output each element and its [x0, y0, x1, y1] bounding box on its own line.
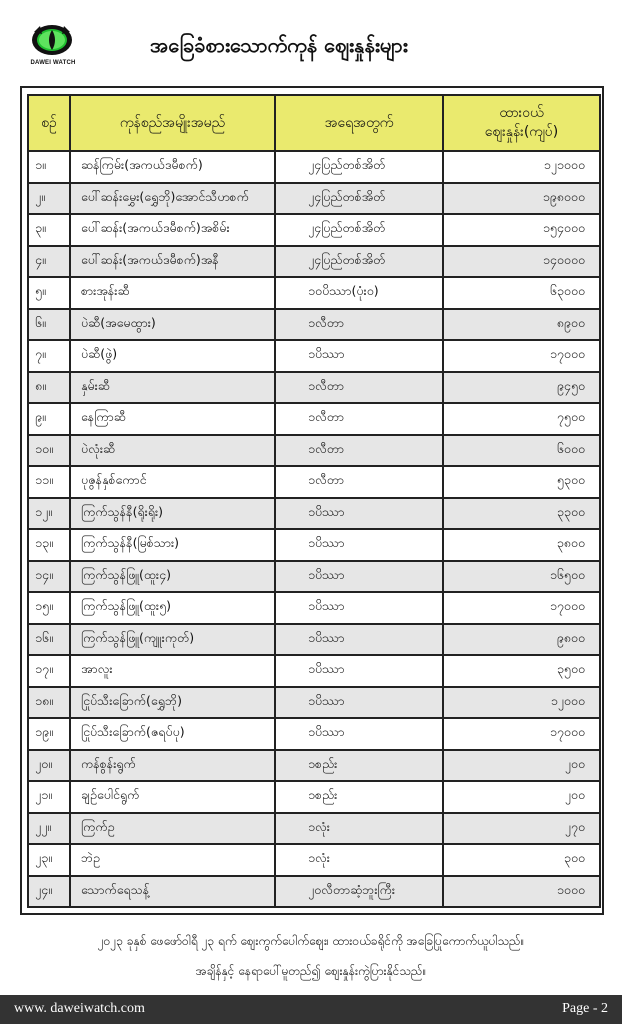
row-number: ၂၃။	[28, 844, 70, 876]
logo-text: DAWEI WATCH	[30, 60, 76, 66]
item-quantity: ၁ပိဿာ	[275, 498, 443, 530]
item-price: ၂၇၀	[443, 813, 600, 845]
header-item-name: ကုန်စည်အမျိုးအမည်	[70, 95, 275, 151]
table-row	[28, 435, 600, 467]
header-no: စဉ်	[28, 95, 70, 151]
table-row	[28, 750, 600, 782]
page-title: အခြေခံစားသောက်ကုန် ဈေးနှုန်းများ	[150, 33, 408, 57]
row-number: ၂၄။	[28, 876, 70, 908]
item-price: ၁၀၀၀	[443, 876, 600, 908]
item-name: ကြက်သွန်ဖြူ(ထူး၄)	[70, 561, 275, 593]
item-quantity: ၁လီတာ	[275, 309, 443, 341]
item-quantity: ၂၄ပြည်တစ်အိတ်	[275, 214, 443, 246]
item-name: ပဲလုံးဆီ	[70, 435, 275, 467]
item-price: ၁၉၈၀၀၀	[443, 183, 600, 215]
row-number: ၇။	[28, 340, 70, 372]
table-row	[28, 183, 600, 215]
table-row	[28, 466, 600, 498]
table-row	[28, 844, 600, 876]
item-name: ချဉ်ပေါင်ရွက်	[70, 781, 275, 813]
row-number: ၁၃။	[28, 529, 70, 561]
item-name: သောက်ရေသန့်	[70, 876, 275, 908]
item-name: ကြက်ဥ	[70, 813, 275, 845]
item-name: ပေါ်ဆန်း(အကယ်ဒမီစက်)အနီ	[70, 246, 275, 278]
price-table	[27, 94, 601, 908]
item-quantity: ၁ပိဿာ	[275, 655, 443, 687]
table-row	[28, 340, 600, 372]
item-price: ၁၄၀၀၀၀	[443, 246, 600, 278]
table-row	[28, 687, 600, 719]
item-quantity: ၁လီတာ	[275, 372, 443, 404]
item-price: ၆၃၀၀၀	[443, 277, 600, 309]
row-number: ၁၅။	[28, 592, 70, 624]
item-price: ၆၀၀၀	[443, 435, 600, 467]
item-quantity: ၂၄ပြည်တစ်အိတ်	[275, 246, 443, 278]
website-link[interactable]: www. daweiwatch.com	[14, 1001, 145, 1016]
item-quantity: ၁၀ပိဿာ(ပုံး၀)	[275, 277, 443, 309]
table-row	[28, 403, 600, 435]
dawei-watch-logo	[28, 22, 78, 74]
item-name: ပဲဆီ(အမေထွား)	[70, 309, 275, 341]
item-price: ၉၄၅၀	[443, 372, 600, 404]
item-price: ၇၅၀၀	[443, 403, 600, 435]
item-price: ၁၅၄၀၀၀	[443, 214, 600, 246]
note-disclaimer: အချိန်နှင့် နေရာပေါ်မူတည်၍ ဈေးနှုန်းကွဲပြားနိုင်သည်။	[195, 964, 427, 978]
row-number: ၁။	[28, 151, 70, 183]
item-quantity: ၁လီတာ	[275, 403, 443, 435]
item-price: ၅၃၀၀	[443, 466, 600, 498]
item-price: ၂၀၀	[443, 750, 600, 782]
item-price: ၁၂၁၀၀၀	[443, 151, 600, 183]
price-table-frame	[20, 86, 604, 915]
table-row	[28, 498, 600, 530]
note-date-source: ၂၀၂၃ ခုနှစ် ဖေဖော်ဝါရီ ၂၃ ရက် ဈေးကွက်ပေါက်ဈေး၊ ထားဝယ်ခရိုင်ကို အခြေပြုကောက်ယူပါသည်။	[97, 934, 525, 948]
table-row	[28, 309, 600, 341]
table-row	[28, 876, 600, 908]
item-name: နေကြာဆီ	[70, 403, 275, 435]
item-quantity: ၁လီတာ	[275, 435, 443, 467]
item-name: ပေါ်ဆန်း(အကယ်ဒမီစက်)အစိမ်း	[70, 214, 275, 246]
item-name: စားအုန်းဆီ	[70, 277, 275, 309]
item-price: ၁၇၀၀၀	[443, 718, 600, 750]
item-name: ငြုပ်သီးခြောက်(ဇရပ်ပု)	[70, 718, 275, 750]
table-body	[28, 151, 600, 907]
row-number: ၈။	[28, 372, 70, 404]
item-name: ကန်စွန်းရွက်	[70, 750, 275, 782]
item-quantity: ၁ပိဿာ	[275, 718, 443, 750]
header-quantity: အရေအတွက်	[275, 95, 443, 151]
item-price: ၃၃၀၀	[443, 498, 600, 530]
item-price: ၁၂၀၀၀	[443, 687, 600, 719]
item-name: ပဲဆီ(ဖွဲ)	[70, 340, 275, 372]
item-name: နှမ်းဆီ	[70, 372, 275, 404]
item-price: ၃၈၀၀	[443, 529, 600, 561]
item-quantity: ၁စည်း	[275, 781, 443, 813]
item-quantity: ၁စည်း	[275, 750, 443, 782]
table-row	[28, 781, 600, 813]
item-quantity: ၁ပိဿာ	[275, 561, 443, 593]
item-price: ၁၇၀၀၀	[443, 340, 600, 372]
item-quantity: ၁ပိဿာ	[275, 624, 443, 656]
item-quantity: ၂၄ပြည်တစ်အိတ်	[275, 183, 443, 215]
row-number: ၁၂။	[28, 498, 70, 530]
item-name: ပုဇွန်နှစ်ကောင်	[70, 466, 275, 498]
table-row	[28, 151, 600, 183]
table-row	[28, 718, 600, 750]
item-quantity: ၁ပိဿာ	[275, 340, 443, 372]
table-row	[28, 372, 600, 404]
cat-eye-icon	[30, 22, 74, 58]
table-row	[28, 246, 600, 278]
header-price: ထားဝယ် ဈေးနှုန်း(ကျပ်)	[443, 95, 600, 151]
item-quantity: ၁ပိဿာ	[275, 529, 443, 561]
item-name: ဆန်ကြမ်း(အကယ်ဒမီစက်)	[70, 151, 275, 183]
row-number: ၆။	[28, 309, 70, 341]
row-number: ၁၄။	[28, 561, 70, 593]
page-number: Page - 2	[562, 1001, 608, 1016]
item-quantity: ၂၄ပြည်တစ်အိတ်	[275, 151, 443, 183]
item-quantity: ၂၀လီတာဆံ့ဘူးကြီး	[275, 876, 443, 908]
item-price: ၁၇၀၀၀	[443, 592, 600, 624]
row-number: ၁၁။	[28, 466, 70, 498]
item-price: ၃၅၀၀	[443, 655, 600, 687]
page-header	[0, 0, 622, 80]
item-quantity: ၁လီတာ	[275, 466, 443, 498]
item-price: ၁၆၅၀၀	[443, 561, 600, 593]
item-price: ၈၉၀၀	[443, 309, 600, 341]
table-header-row	[28, 95, 600, 151]
row-number: ၁၀။	[28, 435, 70, 467]
item-price: ၂၀၀	[443, 781, 600, 813]
item-quantity: ၁လုံး	[275, 813, 443, 845]
item-name: ငြုပ်သီးခြောက်(ရွှေဘို)	[70, 687, 275, 719]
item-name: ကြက်သွန်ဖြူ(ကျူးကုတ်)	[70, 624, 275, 656]
row-number: ၄။	[28, 246, 70, 278]
item-quantity: ၁ပိဿာ	[275, 592, 443, 624]
row-number: ၁၇။	[28, 655, 70, 687]
row-number: ၂၁။	[28, 781, 70, 813]
table-row	[28, 214, 600, 246]
row-number: ၂၂။	[28, 813, 70, 845]
table-row	[28, 561, 600, 593]
item-price: ၃၀၀	[443, 844, 600, 876]
row-number: ၅။	[28, 277, 70, 309]
table-row	[28, 529, 600, 561]
item-name: ပေါ်ဆန်းမွှေး(ရွှေဘို)အောင်သီဟစက်	[70, 183, 275, 215]
item-name: ဘဲဥ	[70, 844, 275, 876]
table-row	[28, 624, 600, 656]
table-row	[28, 277, 600, 309]
row-number: ၉။	[28, 403, 70, 435]
item-quantity: ၁လုံး	[275, 844, 443, 876]
row-number: ၁၉။	[28, 718, 70, 750]
item-name: အာလူး	[70, 655, 275, 687]
table-row	[28, 592, 600, 624]
table-row	[28, 655, 600, 687]
page-footer	[0, 995, 622, 1024]
item-name: ကြက်သွန်ဖြူ(ထူး၅)	[70, 592, 275, 624]
row-number: ၁၆။	[28, 624, 70, 656]
row-number: ၂။	[28, 183, 70, 215]
row-number: ၃။	[28, 214, 70, 246]
item-name: ကြက်သွန်နီ(ရိုးရိုး)	[70, 498, 275, 530]
row-number: ၁၈။	[28, 687, 70, 719]
item-name: ကြက်သွန်နီ(မြစ်သား)	[70, 529, 275, 561]
item-quantity: ၁ပိဿာ	[275, 687, 443, 719]
item-price: ၉၈၀၀	[443, 624, 600, 656]
row-number: ၂၀။	[28, 750, 70, 782]
table-row	[28, 813, 600, 845]
